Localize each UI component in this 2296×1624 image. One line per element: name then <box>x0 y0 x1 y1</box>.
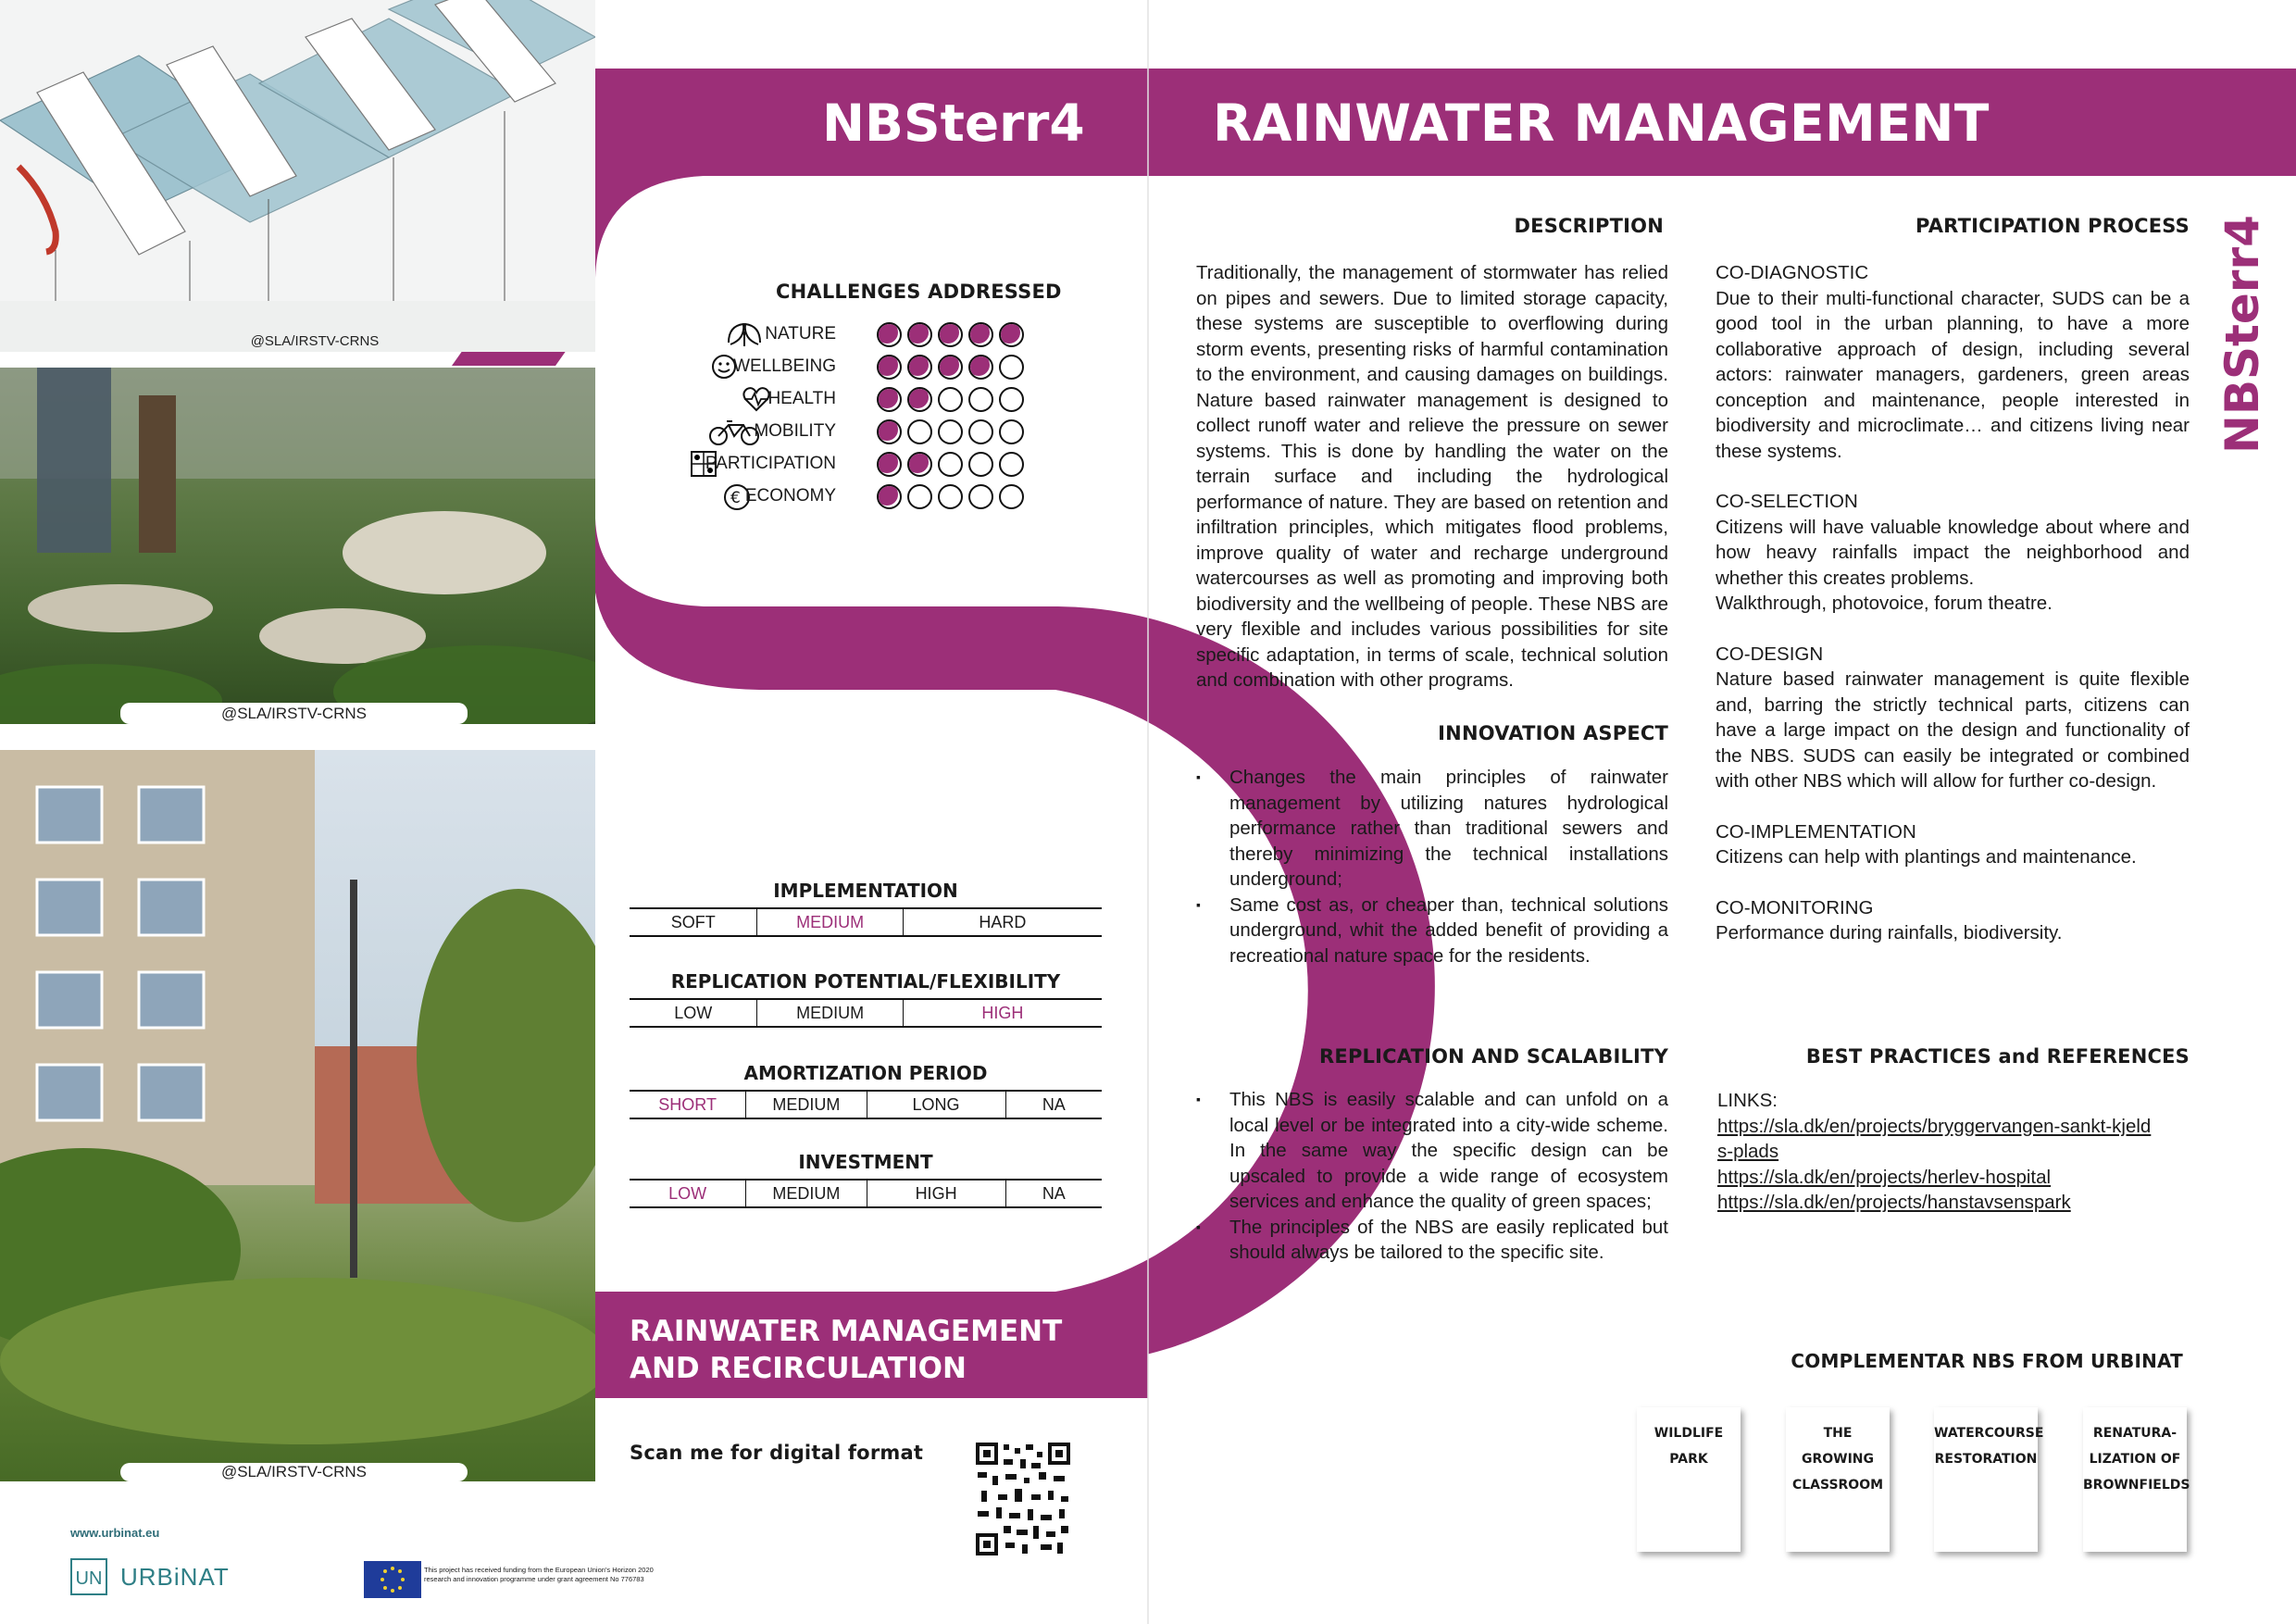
reference-link[interactable]: https://sla.dk/en/projects/herlev-hospital <box>1717 1166 2052 1188</box>
scale-option: MEDIUM <box>746 1092 867 1118</box>
challenge-level-dot <box>907 452 932 477</box>
co-diagnostic-heading: CO-DIAGNOSTIC <box>1716 262 1869 283</box>
qr-code[interactable] <box>974 1441 1072 1557</box>
scale-options <box>630 1090 1102 1119</box>
complementary-card[interactable] <box>2083 1407 2190 1552</box>
heartbeat-icon <box>742 385 771 413</box>
challenge-level-dot <box>999 387 1024 412</box>
links-label: LINKS: <box>1717 1090 1778 1111</box>
reference-link[interactable]: https://sla.dk/en/projects/bryggervangen-sankt-kjelds-plads <box>1717 1115 2152 1162</box>
scale-option: MEDIUM <box>746 1181 867 1206</box>
svg-text:€: € <box>730 489 741 507</box>
challenge-label: NATURE <box>765 324 836 344</box>
challenge-level-dot <box>907 484 932 509</box>
scale-title: INVESTMENT <box>798 1151 933 1173</box>
innovation-list <box>1196 765 1668 968</box>
challenge-level-dot <box>999 322 1024 347</box>
challenge-level-dot <box>999 484 1024 509</box>
challenge-level-dot <box>999 419 1024 444</box>
complementary-card[interactable] <box>1786 1407 1890 1552</box>
challenge-label: ECONOMY <box>744 486 836 506</box>
photo-caption: @SLA/IRSTV-CRNS <box>120 1463 468 1481</box>
scale-option: HARD <box>979 913 1027 931</box>
challenge-level-dot <box>968 484 993 509</box>
complementary-card[interactable] <box>1637 1407 1741 1552</box>
scale-option: NA <box>1042 1184 1066 1203</box>
co-selection-methods: Walkthrough, photovoice, forum theatre. <box>1716 593 2053 614</box>
best-practices-title <box>1713 1045 2190 1068</box>
category-title <box>630 1313 1062 1387</box>
scale-3 <box>630 1062 1102 1119</box>
challenge-level-dot <box>938 387 963 412</box>
bicycle-icon <box>708 418 760 447</box>
challenge-level-dot <box>877 419 902 444</box>
card-line: WILDLIFE <box>1653 1426 1724 1441</box>
challenge-level-dot <box>938 419 963 444</box>
challenge-level-dot <box>968 419 993 444</box>
category-line-2: AND RECIRCULATION <box>630 1352 967 1385</box>
challenge-row <box>690 353 1079 382</box>
description-text: Traditionally, the management of stormwater has relied on pipes and sewers. Due to limited storage capacity, these systems are susceptible to overflowing during storm events, presenting risks of harmful contamination to the environment, and causing damages on buildings. Nature based rainwater management is designed to collect runoff water and relieve the pressure on sewer systems. This is done by handling the water on the terrain surface and including the hydrological performance of nature. They are based on retention and infiltration principles, which mitigates flood problems, improve quality of water and recharge underground watercourses as well as promoting and improving both biodiversity and the wellbeing of people. These NBS are very flexible and includes various possibilities for site specific adaptation, in terms of scale, technical solution and combination with other programs. <box>1196 262 1668 691</box>
challenge-level-dot <box>968 387 993 412</box>
scale-option: SHORT <box>630 1092 746 1118</box>
scale-option: SOFT <box>630 909 757 935</box>
photo-caption: @SLA/IRSTV-CRNS <box>250 333 380 349</box>
card-line: BROWNFIELDS <box>2083 1478 2190 1493</box>
photo-caption: @SLA/IRSTV-CRNS <box>120 703 468 724</box>
challenge-label: MOBILITY <box>754 421 836 441</box>
co-monitoring-text: Performance during rainfalls, biodiversity. <box>1716 922 2063 943</box>
scale-option: NA <box>1042 1095 1066 1114</box>
challenge-level-dot <box>968 322 993 347</box>
challenge-level-dot <box>877 452 902 477</box>
participation-title: PARTICIPATION PROCESS <box>1915 215 2190 237</box>
scale-2 <box>630 970 1102 1028</box>
card-line: CLASSROOM <box>1791 1478 1884 1493</box>
replication-list <box>1196 1087 1668 1266</box>
nbs-code: NBSterr4 <box>822 94 1085 153</box>
challenge-level-dot <box>877 387 902 412</box>
scale-option: LOW <box>630 1000 757 1026</box>
scale-options <box>630 907 1102 937</box>
challenge-level-dot <box>938 322 963 347</box>
card-line: RESTORATION <box>1934 1452 2038 1467</box>
leaf-icon <box>725 320 764 348</box>
challenge-level-dot <box>999 355 1024 380</box>
page-title: RAINWATER MANAGEMENT <box>1213 94 1990 153</box>
card-line: WATERCOURSE <box>1934 1426 2044 1441</box>
description-title: DESCRIPTION <box>1514 215 1664 237</box>
footer-url[interactable]: www.urbinat.eu <box>70 1526 160 1540</box>
co-selection-text: Citizens will have valuable knowledge about where and how heavy rainfalls impact the neighborhood and whether this creates problems. <box>1716 516 2190 589</box>
scale-options <box>630 998 1102 1028</box>
card-line: PARK <box>1669 1452 1708 1467</box>
scale-option: MEDIUM <box>757 1000 903 1026</box>
scale-option: LOW <box>630 1181 746 1206</box>
innovation-title: INNOVATION ASPECT <box>1438 722 1668 744</box>
eu-funding-text: This project has received funding from the European Union's Horizon 2020 research and innovation programme under grant agreement No 776783 <box>424 1566 654 1583</box>
scale-option: HIGH <box>981 1004 1024 1022</box>
card-line: THE GROWING <box>1801 1426 1875 1467</box>
challenge-level-dot <box>907 419 932 444</box>
challenge-row <box>690 385 1079 415</box>
challenges-grid <box>690 320 1097 524</box>
challenge-level-dot <box>968 452 993 477</box>
co-implementation-text: Citizens can help with plantings and maintenance. <box>1716 846 2137 868</box>
challenge-level-dot <box>938 484 963 509</box>
scale-title: AMORTIZATION PERIOD <box>743 1062 988 1084</box>
axonometric-illustration <box>0 0 595 352</box>
challenge-level-dot <box>907 387 932 412</box>
challenge-label: PARTICIPATION <box>705 454 836 473</box>
co-implementation-heading: CO-IMPLEMENTATION <box>1716 820 1916 843</box>
replication-item: ▪ The principles of the NBS are easily replicated but should always be tailored to the specific site. <box>1196 1215 1668 1266</box>
complementary-title: COMPLEMENTAR NBS FROM URBINAT <box>1791 1350 2183 1372</box>
scale-option: HIGH <box>867 1181 1006 1206</box>
participation-sections <box>1716 260 2190 946</box>
card-line: LIZATION OF <box>2089 1452 2181 1467</box>
innovation-item: ▪ Same cost as, or cheaper than, technical solutions underground, whit the added benefit of providing a recreational nature space for the residents. <box>1196 893 1668 969</box>
replication-item: ▪ This NBS is easily scalable and can unfold on a local level or be integrated into a city-wide scheme. In the same way the specific design can be upscaled to provide a wide range of ecosystem services and enhance the quality of green spaces; <box>1196 1087 1668 1215</box>
eu-flag <box>364 1561 421 1598</box>
challenge-level-dot <box>968 355 993 380</box>
park-photo-1 <box>0 368 595 724</box>
scale-title: IMPLEMENTATION <box>773 880 958 902</box>
challenge-level-dot <box>907 322 932 347</box>
challenge-row <box>690 320 1079 350</box>
innovation-item: ▪ Changes the main principles of rainwater management by utilizing natures hydrological performance rather than traditional sewers and thereby minimizing the technical installations underground; <box>1196 765 1668 893</box>
scale-options <box>630 1179 1102 1208</box>
scale-4 <box>630 1151 1102 1208</box>
side-code: NBSterr4 <box>2215 215 2269 454</box>
challenge-level-dot <box>877 484 902 509</box>
co-selection-heading: CO-SELECTION <box>1716 491 1858 512</box>
scale-1 <box>630 880 1102 937</box>
slanted-bar <box>452 350 567 366</box>
challenge-row <box>690 418 1079 447</box>
scale-title: REPLICATION POTENTIAL/FLEXIBILITY <box>670 970 1061 993</box>
challenge-level-dot <box>877 322 902 347</box>
card-line: RENATURA- <box>2092 1426 2177 1441</box>
logo-name: URBiNAT <box>120 1562 230 1591</box>
challenge-level-dot <box>999 452 1024 477</box>
challenge-level-dot <box>938 452 963 477</box>
complementary-card[interactable] <box>1934 1407 2044 1552</box>
best-practices-title-text: BEST PRACTICES and REFERENCES <box>1805 1045 2190 1068</box>
challenge-level-dot <box>938 355 963 380</box>
challenge-level-dot <box>877 355 902 380</box>
challenge-level-dot <box>907 355 932 380</box>
links-block <box>1717 1088 2190 1216</box>
scan-label: Scan me for digital format <box>630 1442 924 1464</box>
urbinat-logo <box>70 1557 230 1596</box>
scale-option: LONG <box>867 1092 1006 1118</box>
scale-option: MEDIUM <box>757 909 903 935</box>
co-monitoring-heading: CO-MONITORING <box>1716 896 1874 918</box>
co-design-heading: CO-DESIGN <box>1716 643 1824 665</box>
challenge-row <box>690 482 1079 512</box>
reference-link[interactable]: https://sla.dk/en/projects/hanstavsenspark <box>1717 1192 2071 1213</box>
park-photo-2 <box>0 750 595 1481</box>
challenges-title: CHALLENGES ADDRESSED <box>776 281 1062 303</box>
co-diagnostic-text: Due to their multi-functional character, SUDS can be a good tool in the urban planning, to have a more collaborative approach of design, including several actors: rainwater managers, gardeners, green areas conception and maintenance, people interested in biodiversity and microclimate… and citizens living near these systems. <box>1716 287 2190 462</box>
logo-mark: UN <box>70 1558 107 1595</box>
challenge-label: HEALTH <box>767 389 836 408</box>
co-design-text: Nature based rainwater management is quite flexible and, barring the strictly technical parts, citizens can have a large impact on the design and functionality of the NBS. SUDS can easily be integrated or combined with other NBS which will allow for further co-design. <box>1716 668 2190 792</box>
challenge-label: WELLBEING <box>733 356 836 376</box>
challenge-row <box>690 450 1079 480</box>
category-line-1: RAINWATER MANAGEMENT <box>630 1315 1063 1348</box>
replication-title: REPLICATION AND SCALABILITY <box>1319 1045 1668 1068</box>
